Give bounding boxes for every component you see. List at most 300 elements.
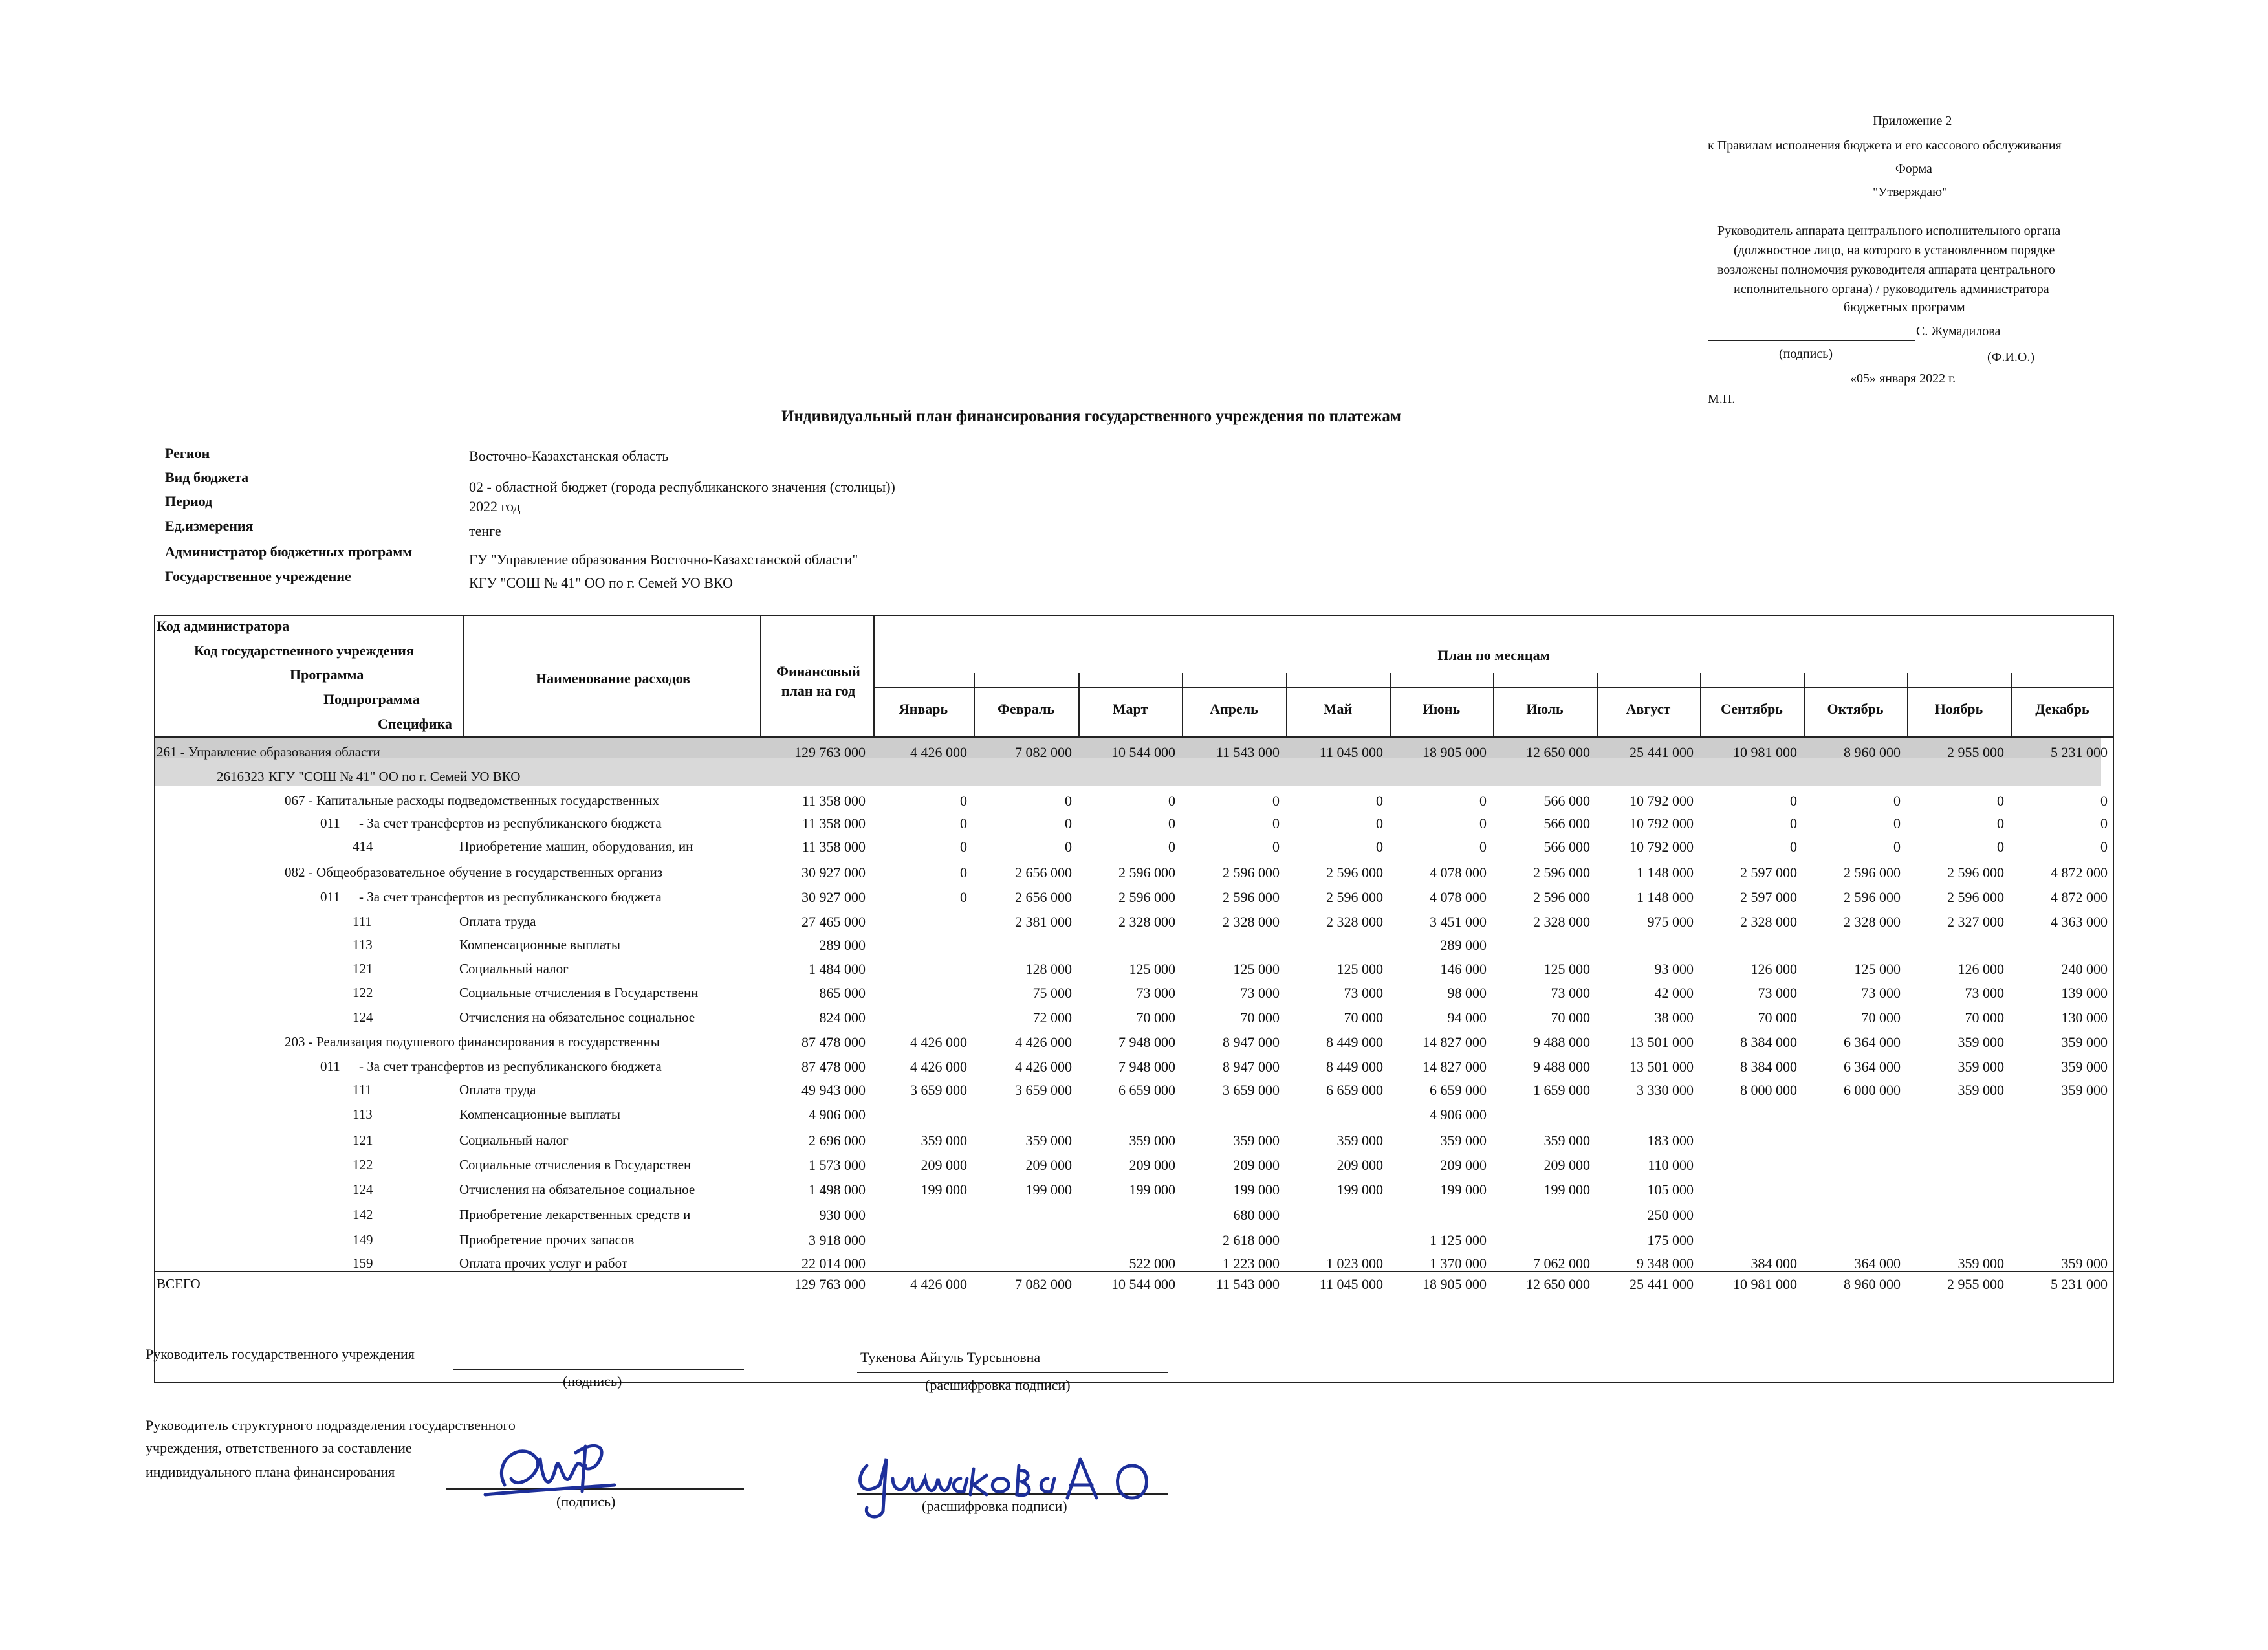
row-month-value: 10 981 000 xyxy=(1733,1276,1797,1292)
row-month-value: 10 792 000 xyxy=(1630,815,1694,831)
info-label-budget: Вид бюджета xyxy=(165,469,249,485)
row-month-value: 4 078 000 xyxy=(1430,864,1487,881)
row-month-value: 240 000 xyxy=(2061,961,2108,977)
row-code: 122 xyxy=(353,985,373,1000)
signature-name-handwritten xyxy=(847,1440,1184,1524)
row-month-value: 0 xyxy=(1065,815,1072,831)
row-month-value: 110 000 xyxy=(1648,1157,1694,1173)
info-value-admin: ГУ "Управление образования Восточно-Казахстанской области" xyxy=(469,551,858,567)
row-code: ВСЕГО xyxy=(157,1276,201,1292)
row-total: 27 465 000 xyxy=(801,914,866,930)
month-header: Сентябрь xyxy=(1721,701,1783,717)
row-name: КГУ "СОШ № 41" ОО по г. Семей УО ВКО xyxy=(268,769,521,784)
row-month-value: 0 xyxy=(2100,839,2108,855)
row-month-value: 250 000 xyxy=(1647,1207,1694,1223)
row-month-value: 4 872 000 xyxy=(2051,864,2108,881)
row-name: Приобретение машин, оборудования, ин xyxy=(459,839,693,854)
row-name: Оплата труда xyxy=(459,914,536,929)
row-month-value: 2 596 000 xyxy=(1947,889,2004,905)
row-code: 159 xyxy=(353,1255,373,1271)
row-total: 11 358 000 xyxy=(801,793,866,809)
row-month-value: 359 000 xyxy=(1233,1132,1280,1149)
row-code: 011 xyxy=(320,815,340,831)
row-month-value: 2 955 000 xyxy=(1947,1276,2004,1292)
month-header: Июнь xyxy=(1422,701,1461,717)
row-month-value: 125 000 xyxy=(1543,961,1590,977)
row-month-value: 209 000 xyxy=(1025,1157,1072,1173)
row-code: 124 xyxy=(353,1009,373,1025)
row-month-value: 10 981 000 xyxy=(1733,744,1797,760)
code-header-specific: Специфика xyxy=(378,716,452,732)
row-code: 011 xyxy=(320,1059,340,1074)
code-header-subprogram: Подпрограмма xyxy=(323,691,420,707)
row-month-value: 359 000 xyxy=(1543,1132,1590,1149)
row-month-value: 1 023 000 xyxy=(1326,1255,1383,1271)
row-month-value: 2 327 000 xyxy=(1947,914,2004,930)
row-month-value: 0 xyxy=(1790,839,1797,855)
resp-line-3: индивидуального плана финансирования xyxy=(146,1464,395,1480)
row-month-value: 1 223 000 xyxy=(1223,1255,1280,1271)
row-month-value: 2 328 000 xyxy=(1118,914,1175,930)
rules-text: к Правилам исполнения бюджета и его кассового обслуживания xyxy=(1708,138,2062,153)
row-month-value: 10 792 000 xyxy=(1630,793,1694,809)
row-month-value: 0 xyxy=(1997,793,2004,809)
row-month-value: 128 000 xyxy=(1025,961,1072,977)
row-month-value: 73 000 xyxy=(1551,985,1590,1001)
mp-stamp-place: М.П. xyxy=(1708,392,1736,406)
row-month-value: 2 596 000 xyxy=(1844,864,1901,881)
row-month-value: 4 363 000 xyxy=(2051,914,2108,930)
row-month-value: 0 xyxy=(960,839,967,855)
approve-fio-caption: (Ф.И.О.) xyxy=(1987,350,2035,364)
row-month-value: 0 xyxy=(1479,793,1487,809)
row-month-value: 7 948 000 xyxy=(1118,1059,1175,1075)
row-name: - За счет трансфертов из республиканского бюджета xyxy=(359,815,662,831)
fin-header-1: Финансовый xyxy=(776,663,860,679)
row-name: 203 - Реализация подушевого финансирования в государственны xyxy=(285,1034,660,1050)
header-bottom xyxy=(154,736,2114,738)
info-value-region: Восточно-Казахстанская область xyxy=(469,448,669,464)
row-code: 111 xyxy=(353,914,372,929)
row-name: Социальный налог xyxy=(459,1132,569,1148)
row-month-value: 126 000 xyxy=(1957,961,2004,977)
row-name: 067 - Капитальные расходы подведомственных государственных xyxy=(285,793,659,808)
row-month-value: 139 000 xyxy=(2061,985,2108,1001)
row-name: Приобретение прочих запасов xyxy=(459,1232,635,1248)
row-month-value: 8 449 000 xyxy=(1326,1059,1383,1075)
row-month-value: 199 000 xyxy=(1336,1182,1383,1198)
month-header: Июль xyxy=(1526,701,1564,717)
code-header-admin: Код администратора xyxy=(157,618,290,634)
row-month-value: 70 000 xyxy=(1861,1009,1901,1026)
row-month-value: 0 xyxy=(1168,793,1175,809)
row-month-value: 359 000 xyxy=(2061,1059,2108,1075)
row-month-value: 12 650 000 xyxy=(1526,744,1590,760)
row-month-value: 10 544 000 xyxy=(1111,744,1175,760)
row-month-value: 359 000 xyxy=(1957,1034,2004,1050)
row-code: 011 xyxy=(320,889,340,905)
row-month-value: 8 449 000 xyxy=(1326,1034,1383,1050)
row-month-value: 0 xyxy=(1893,839,1901,855)
row-name: Отчисления на обязательное социальное xyxy=(459,1009,695,1025)
row-month-value: 209 000 xyxy=(1440,1157,1487,1173)
row-month-value: 0 xyxy=(1997,839,2004,855)
row-month-value: 6 659 000 xyxy=(1430,1082,1487,1098)
row-month-value: 8 384 000 xyxy=(1740,1059,1797,1075)
signature-scribble xyxy=(479,1433,627,1511)
row-total: 4 906 000 xyxy=(809,1106,866,1123)
row-total: 2 696 000 xyxy=(809,1132,866,1149)
head-sign-caption: (подпись) xyxy=(563,1373,622,1389)
row-month-value: 2 596 000 xyxy=(1533,864,1590,881)
row-name: Оплата прочих услуг и работ xyxy=(459,1255,627,1271)
row-month-value: 2 381 000 xyxy=(1015,914,1072,930)
row-month-value: 12 650 000 xyxy=(1526,1276,1590,1292)
row-month-value: 0 xyxy=(1997,815,2004,831)
row-month-value: 73 000 xyxy=(1965,985,2004,1001)
row-month-value: 70 000 xyxy=(1344,1009,1383,1026)
row-month-value: 2 596 000 xyxy=(1947,864,2004,881)
row-name: Социальные отчисления в Государственн xyxy=(459,985,699,1000)
row-month-value: 2 618 000 xyxy=(1223,1232,1280,1248)
info-label-unit: Ед.измерения xyxy=(165,518,254,534)
row-month-value: 364 000 xyxy=(1854,1255,1901,1271)
row-month-value: 8 947 000 xyxy=(1223,1059,1280,1075)
row-code: 2616323 xyxy=(217,769,265,784)
head-name: Тукенова Айгуль Турсыновна xyxy=(860,1349,1041,1365)
row-month-value: 75 000 xyxy=(1032,985,1072,1001)
row-name: Отчисления на обязательное социальное xyxy=(459,1182,695,1197)
approve-sign-line xyxy=(1708,340,1915,341)
row-month-value: 359 000 xyxy=(921,1132,967,1149)
row-month-value: 289 000 xyxy=(1440,937,1487,953)
row-month-value: 566 000 xyxy=(1543,793,1590,809)
row-month-value: 8 000 000 xyxy=(1740,1082,1797,1098)
row-month-value: 73 000 xyxy=(1758,985,1797,1001)
row-month-value: 1 370 000 xyxy=(1430,1255,1487,1271)
row-total: 1 573 000 xyxy=(809,1157,866,1173)
info-value-budget: 02 - областной бюджет (города республиканского значения (столицы)) xyxy=(469,479,895,495)
row-month-value: 0 xyxy=(1790,815,1797,831)
resp-line-2: учреждения, ответственного за составление xyxy=(146,1440,412,1456)
row-total: 87 478 000 xyxy=(801,1059,866,1075)
head-name-line xyxy=(857,1372,1168,1373)
row-month-value: 9 488 000 xyxy=(1533,1034,1590,1050)
row-month-value: 42 000 xyxy=(1654,985,1694,1001)
row-code: 142 xyxy=(353,1207,373,1222)
row-month-value: 13 501 000 xyxy=(1630,1034,1694,1050)
row-month-value: 0 xyxy=(960,793,967,809)
row-month-value: 105 000 xyxy=(1647,1182,1694,1198)
months-header: План по месяцам xyxy=(1437,647,1550,663)
month-header: Август xyxy=(1626,701,1671,717)
row-month-value: 6 000 000 xyxy=(1844,1082,1901,1098)
month-header: Октябрь xyxy=(1827,701,1884,717)
row-month-value: 7 082 000 xyxy=(1015,1276,1072,1292)
row-month-value: 209 000 xyxy=(1543,1157,1590,1173)
code-header-institution: Код государственного учреждения xyxy=(194,643,414,659)
info-label-period: Период xyxy=(165,493,213,509)
row-month-value: 1 659 000 xyxy=(1533,1082,1590,1098)
head-line-5: бюджетных программ xyxy=(1844,300,1965,314)
row-month-value: 11 045 000 xyxy=(1319,744,1383,760)
row-month-value: 2 328 000 xyxy=(1844,914,1901,930)
row-month-value: 130 000 xyxy=(2061,1009,2108,1026)
row-code: 122 xyxy=(353,1157,373,1172)
row-month-value: 3 451 000 xyxy=(1430,914,1487,930)
row-month-value: 11 543 000 xyxy=(1216,1276,1280,1292)
row-month-value: 680 000 xyxy=(1233,1207,1280,1223)
row-month-value: 0 xyxy=(1065,793,1072,809)
code-header-program: Программа xyxy=(290,666,364,683)
row-month-value: 2 656 000 xyxy=(1015,864,1072,881)
row-total: 30 927 000 xyxy=(801,864,866,881)
row-month-value: 7 948 000 xyxy=(1118,1034,1175,1050)
row-month-value: 4 426 000 xyxy=(910,1059,967,1075)
row-month-value: 2 596 000 xyxy=(1533,889,1590,905)
row-month-value: 4 426 000 xyxy=(910,1034,967,1050)
row-month-value: 566 000 xyxy=(1543,815,1590,831)
row-month-value: 4 426 000 xyxy=(910,1276,967,1292)
row-month-value: 0 xyxy=(960,815,967,831)
row-total: 865 000 xyxy=(819,985,866,1001)
row-month-value: 2 596 000 xyxy=(1118,864,1175,881)
row-month-value: 18 905 000 xyxy=(1423,1276,1487,1292)
page-title: Индивидуальный план финансирования государственного учреждения по платежам xyxy=(781,408,1401,425)
row-month-value: 0 xyxy=(2100,793,2108,809)
row-month-value: 199 000 xyxy=(1543,1182,1590,1198)
row-month-value: 359 000 xyxy=(2061,1034,2108,1050)
row-month-value: 146 000 xyxy=(1440,961,1487,977)
month-header: Ноябрь xyxy=(1934,701,1983,717)
head-line-3: возложены полномочия руководителя аппарата центрального xyxy=(1717,263,2055,277)
row-month-value: 10 544 000 xyxy=(1111,1276,1175,1292)
row-month-value: 975 000 xyxy=(1647,914,1694,930)
row-total: 22 014 000 xyxy=(801,1255,866,1271)
row-month-value: 0 xyxy=(1376,815,1383,831)
approve-date: «05» января 2022 г. xyxy=(1850,371,1956,386)
row-month-value: 0 xyxy=(1272,793,1280,809)
form-text: Форма xyxy=(1895,162,1932,176)
row-code: 121 xyxy=(353,1132,373,1148)
row-month-value: 359 000 xyxy=(2061,1255,2108,1271)
info-value-unit: тенге xyxy=(469,523,501,539)
row-month-value: 359 000 xyxy=(1025,1132,1072,1149)
resp-line-1: Руководитель структурного подразделения государственного xyxy=(146,1417,516,1433)
resp-decode-caption: (расшифровка подписи) xyxy=(922,1498,1067,1514)
row-total: 129 763 000 xyxy=(794,744,866,760)
row-month-value: 0 xyxy=(1065,839,1072,855)
row-month-value: 25 441 000 xyxy=(1630,1276,1694,1292)
head-sign-line xyxy=(453,1369,744,1370)
row-month-value: 8 960 000 xyxy=(1844,1276,1901,1292)
row-month-value: 359 000 xyxy=(1957,1082,2004,1098)
row-month-value: 98 000 xyxy=(1447,985,1487,1001)
row-total: 1 498 000 xyxy=(809,1182,866,1198)
row-month-value: 5 231 000 xyxy=(2051,1276,2108,1292)
row-month-value: 2 596 000 xyxy=(1223,889,1280,905)
row-month-value: 10 792 000 xyxy=(1630,839,1694,855)
row-month-value: 359 000 xyxy=(1957,1255,2004,1271)
row-month-value: 209 000 xyxy=(1233,1157,1280,1173)
info-label-region: Регион xyxy=(165,445,210,461)
row-month-value: 38 000 xyxy=(1654,1009,1694,1026)
row-month-value: 6 364 000 xyxy=(1844,1034,1901,1050)
approve-text: "Утверждаю" xyxy=(1873,185,1948,199)
row-total: 3 918 000 xyxy=(809,1232,866,1248)
row-month-value: 359 000 xyxy=(1336,1132,1383,1149)
row-code: 121 xyxy=(353,961,373,976)
row-month-value: 0 xyxy=(1893,815,1901,831)
row-month-value: 11 045 000 xyxy=(1319,1276,1383,1292)
approve-sign-caption: (подпись) xyxy=(1779,347,1833,361)
row-month-value: 125 000 xyxy=(1129,961,1175,977)
row-month-value: 2 597 000 xyxy=(1740,889,1797,905)
head-decode-caption: (расшифровка подписи) xyxy=(925,1377,1071,1393)
row-code: 261 - Управление образования области xyxy=(157,744,380,760)
row-month-value: 8 384 000 xyxy=(1740,1034,1797,1050)
info-label-institution: Государственное учреждение xyxy=(165,568,351,584)
row-total: 930 000 xyxy=(819,1207,866,1223)
row-month-value: 4 426 000 xyxy=(1015,1059,1072,1075)
row-month-value: 2 596 000 xyxy=(1118,889,1175,905)
info-label-admin: Администратор бюджетных программ xyxy=(165,544,413,560)
row-name: Оплата труда xyxy=(459,1082,536,1097)
row-month-value: 5 231 000 xyxy=(2051,744,2108,760)
row-month-value: 359 000 xyxy=(1440,1132,1487,1149)
row-month-value: 18 905 000 xyxy=(1423,744,1487,760)
row-month-value: 4 872 000 xyxy=(2051,889,2108,905)
row-month-value: 70 000 xyxy=(1240,1009,1280,1026)
row-total: 824 000 xyxy=(819,1009,866,1026)
row-month-value: 3 659 000 xyxy=(910,1082,967,1098)
row-month-value: 359 000 xyxy=(2061,1082,2108,1098)
row-month-value: 0 xyxy=(1376,839,1383,855)
row-month-value: 14 827 000 xyxy=(1423,1034,1487,1050)
row-total: 129 763 000 xyxy=(794,1276,866,1292)
head-line-4: исполнительного органа) / руководитель администратора xyxy=(1734,282,2049,296)
row-total: 49 943 000 xyxy=(801,1082,866,1098)
row-month-value: 94 000 xyxy=(1447,1009,1487,1026)
row-month-value: 1 125 000 xyxy=(1430,1232,1487,1248)
row-month-value: 3 659 000 xyxy=(1015,1082,1072,1098)
row-month-value: 199 000 xyxy=(1025,1182,1072,1198)
row-month-value: 359 000 xyxy=(1957,1059,2004,1075)
month-header: Май xyxy=(1323,701,1353,717)
row-month-value: 25 441 000 xyxy=(1630,744,1694,760)
row-month-value: 2 656 000 xyxy=(1015,889,1072,905)
row-month-value: 199 000 xyxy=(1129,1182,1175,1198)
row-month-value: 359 000 xyxy=(1129,1132,1175,1149)
row-month-value: 0 xyxy=(1790,793,1797,809)
month-header: Апрель xyxy=(1210,701,1258,717)
month-header: Январь xyxy=(899,701,948,717)
appendix-text: Приложение 2 xyxy=(1873,114,1952,128)
row-code: 124 xyxy=(353,1182,373,1197)
row-month-value: 0 xyxy=(1376,793,1383,809)
row-month-value: 73 000 xyxy=(1240,985,1280,1001)
row-month-value: 0 xyxy=(1479,815,1487,831)
row-month-value: 9 348 000 xyxy=(1637,1255,1694,1271)
row-month-value: 93 000 xyxy=(1654,961,1694,977)
month-header: Февраль xyxy=(998,701,1054,717)
row-month-value: 199 000 xyxy=(921,1182,967,1198)
approve-signer: С. Жумадилова xyxy=(1916,324,2001,338)
row-month-value: 13 501 000 xyxy=(1630,1059,1694,1075)
row-total: 289 000 xyxy=(819,937,866,953)
head-label: Руководитель государственного учреждения xyxy=(146,1346,415,1362)
row-month-value: 0 xyxy=(1272,815,1280,831)
row-month-value: 522 000 xyxy=(1129,1255,1175,1271)
row-month-value: 125 000 xyxy=(1233,961,1280,977)
row-name: Компенсационные выплаты xyxy=(459,1106,620,1122)
row-month-value: 175 000 xyxy=(1647,1232,1694,1248)
row-code: 113 xyxy=(353,1106,373,1122)
row-month-value: 0 xyxy=(1168,815,1175,831)
col-divider xyxy=(463,615,464,736)
row-month-value: 2 597 000 xyxy=(1740,864,1797,881)
row-name: Компенсационные выплаты xyxy=(459,937,620,952)
row-total: 87 478 000 xyxy=(801,1034,866,1050)
month-header: Декабрь xyxy=(2035,701,2089,717)
resp-sign-caption: (подпись) xyxy=(556,1493,616,1510)
row-month-value: 2 328 000 xyxy=(1326,914,1383,930)
row-month-value: 199 000 xyxy=(1440,1182,1487,1198)
row-month-value: 2 596 000 xyxy=(1326,864,1383,881)
row-month-value: 1 148 000 xyxy=(1637,864,1694,881)
row-month-value: 72 000 xyxy=(1032,1009,1072,1026)
row-month-value: 1 148 000 xyxy=(1637,889,1694,905)
row-month-value: 73 000 xyxy=(1861,985,1901,1001)
row-month-value: 70 000 xyxy=(1965,1009,2004,1026)
head-line-1: Руководитель аппарата центрального исполнительного органа xyxy=(1717,224,2061,238)
row-month-value: 183 000 xyxy=(1647,1132,1694,1149)
row-month-value: 0 xyxy=(1272,839,1280,855)
row-month-value: 209 000 xyxy=(1336,1157,1383,1173)
row-month-value: 2 328 000 xyxy=(1223,914,1280,930)
row-month-value: 70 000 xyxy=(1758,1009,1797,1026)
row-month-value: 125 000 xyxy=(1336,961,1383,977)
row-month-value: 209 000 xyxy=(1129,1157,1175,1173)
fin-header-2: план на год xyxy=(781,683,856,699)
row-month-value: 384 000 xyxy=(1750,1255,1797,1271)
row-name: 082 - Общеобразовательное обучение в государственных организ xyxy=(285,864,663,880)
row-total: 30 927 000 xyxy=(801,889,866,905)
row-month-value: 6 364 000 xyxy=(1844,1059,1901,1075)
row-month-value: 4 078 000 xyxy=(1430,889,1487,905)
row-month-value: 2 596 000 xyxy=(1223,864,1280,881)
row-month-value: 566 000 xyxy=(1543,839,1590,855)
row-month-value: 2 596 000 xyxy=(1326,889,1383,905)
row-code: 111 xyxy=(353,1082,372,1097)
row-name: Социальный налог xyxy=(459,961,569,976)
name-header: Наименование расходов xyxy=(536,670,690,687)
info-value-institution: КГУ "СОШ № 41" ОО по г. Семей УО ВКО xyxy=(469,575,733,591)
row-month-value: 6 659 000 xyxy=(1326,1082,1383,1098)
row-month-value: 2 328 000 xyxy=(1740,914,1797,930)
row-code: 149 xyxy=(353,1232,373,1248)
row-month-value: 0 xyxy=(960,889,967,905)
row-month-value: 73 000 xyxy=(1136,985,1175,1001)
info-value-period: 2022 год xyxy=(469,498,521,514)
row-month-value: 7 082 000 xyxy=(1015,744,1072,760)
row-month-value: 70 000 xyxy=(1136,1009,1175,1026)
row-name: Социальные отчисления в Государствен xyxy=(459,1157,692,1172)
row-month-value: 3 659 000 xyxy=(1223,1082,1280,1098)
row-month-value: 0 xyxy=(1479,839,1487,855)
row-name: - За счет трансфертов из республиканского бюджета xyxy=(359,889,662,905)
row-name: - За счет трансфертов из республиканского бюджета xyxy=(359,1059,662,1074)
